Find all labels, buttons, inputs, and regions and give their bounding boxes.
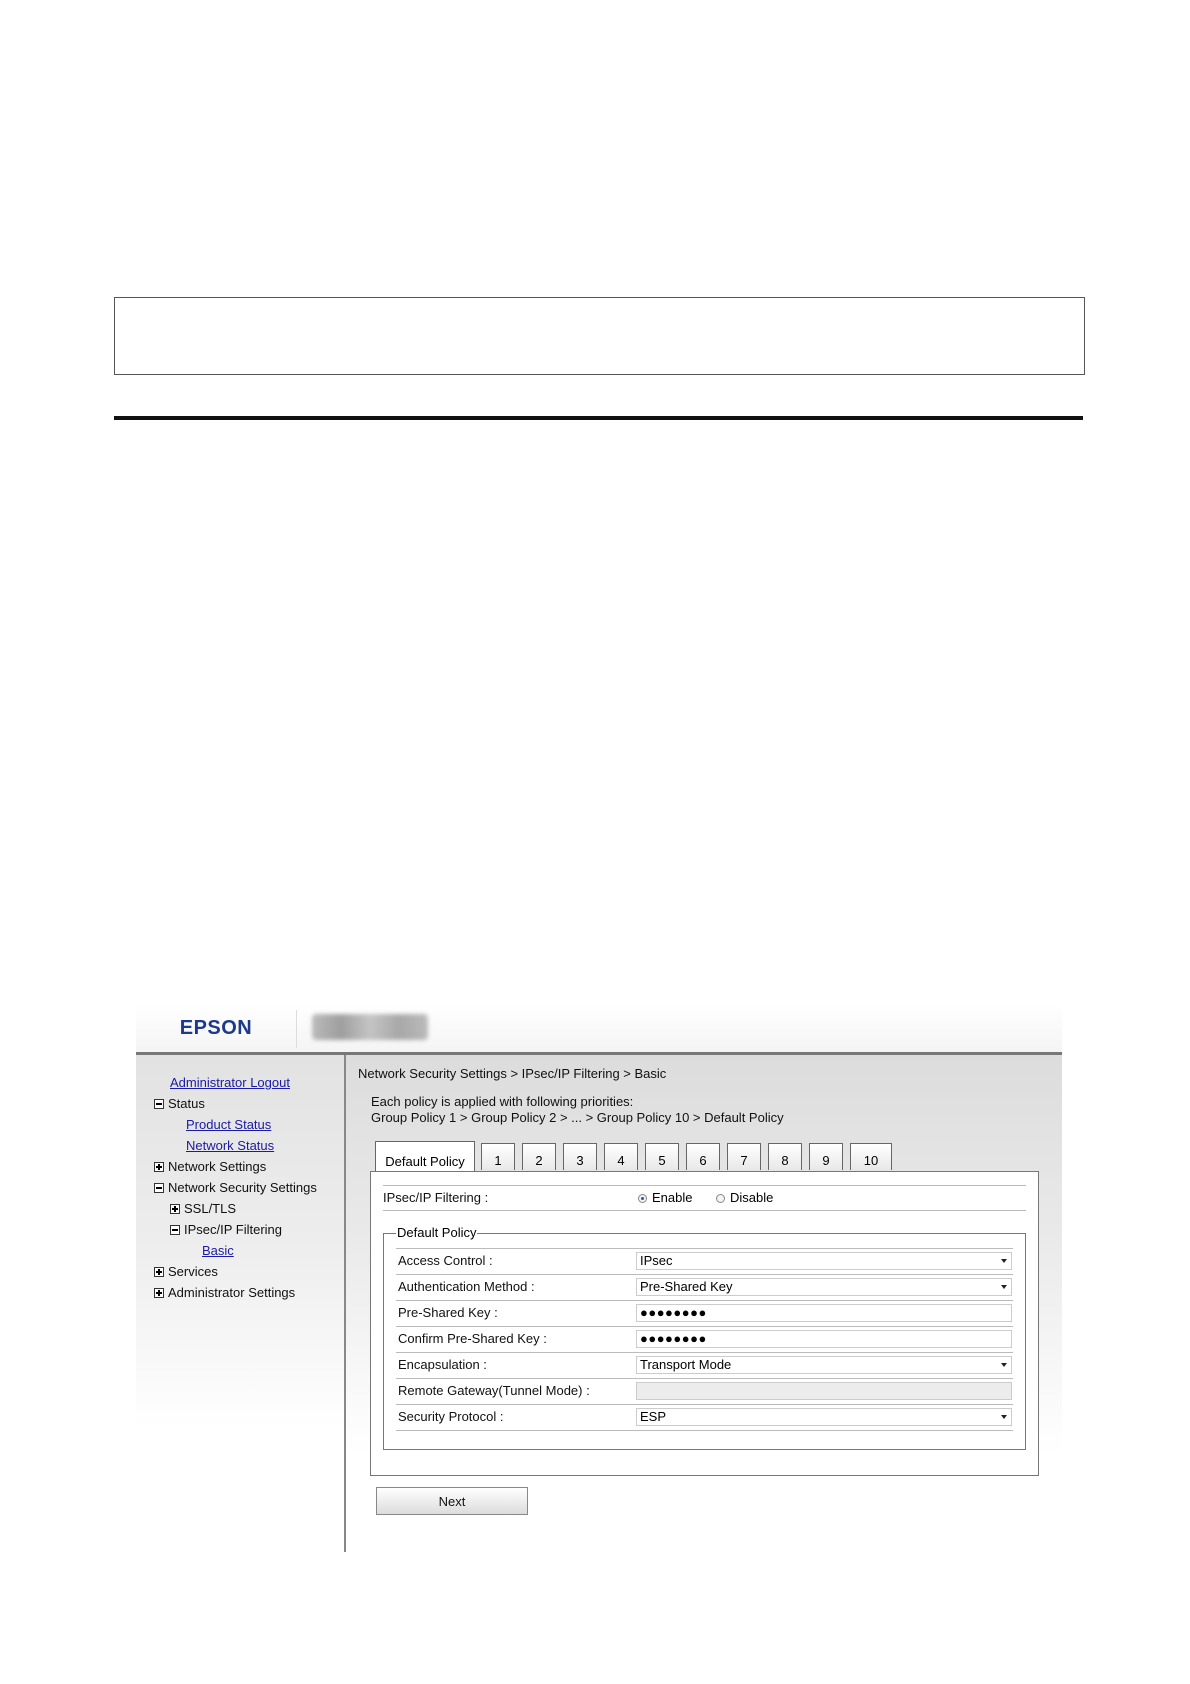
tab-9[interactable]: 9 <box>809 1143 843 1170</box>
row-divider <box>396 1378 1013 1379</box>
app-header <box>136 1004 1062 1052</box>
priority-info-line2: Group Policy 1 > Group Policy 2 > ... > Group Policy 10 > Default Policy <box>371 1110 784 1125</box>
tab-default-policy[interactable]: Default Policy <box>375 1141 475 1171</box>
security-protocol-select[interactable]: ESP <box>636 1408 1012 1426</box>
filtering-enable-radio[interactable]: Enable <box>638 1190 692 1206</box>
header-divider <box>296 1010 297 1048</box>
tab-panel <box>370 1171 1039 1476</box>
psk-label: Pre-Shared Key : <box>398 1305 498 1320</box>
tab-6[interactable]: 6 <box>686 1143 720 1170</box>
row-divider <box>396 1430 1013 1431</box>
tab-3[interactable]: 3 <box>563 1143 597 1170</box>
auth-method-select[interactable]: Pre-Shared Key <box>636 1278 1012 1296</box>
dropdown-arrow-icon <box>1001 1363 1007 1367</box>
priority-info-line1: Each policy is applied with following priorities: <box>371 1094 634 1109</box>
dropdown-arrow-icon <box>1001 1259 1007 1263</box>
row-divider <box>396 1352 1013 1353</box>
tab-8[interactable]: 8 <box>768 1143 802 1170</box>
tab-1[interactable]: 1 <box>481 1143 515 1170</box>
remote-gateway-input <box>636 1382 1012 1400</box>
expand-icon[interactable] <box>154 1267 164 1277</box>
security-protocol-label: Security Protocol : <box>398 1409 504 1424</box>
sidebar-item-ssl-tls[interactable]: SSL/TLS <box>170 1201 236 1217</box>
sidebar-item-administrator-settings[interactable]: Administrator Settings <box>154 1285 295 1301</box>
tab-2[interactable]: 2 <box>522 1143 556 1170</box>
row-divider <box>396 1274 1013 1275</box>
filtering-disable-radio[interactable]: Disable <box>716 1190 773 1206</box>
collapse-icon[interactable] <box>154 1183 164 1193</box>
fieldset-legend: Default Policy <box>397 1225 477 1240</box>
tab-5[interactable]: 5 <box>645 1143 679 1170</box>
encapsulation-label: Encapsulation : <box>398 1357 487 1372</box>
access-control-select[interactable]: IPsec <box>636 1252 1012 1270</box>
note-box <box>114 297 1085 375</box>
row-divider <box>383 1185 1026 1186</box>
sidebar-item-administrator-logout[interactable]: Administrator Logout <box>170 1075 290 1090</box>
sidebar-item-network-security-settings[interactable]: Network Security Settings <box>154 1180 317 1196</box>
collapse-icon[interactable] <box>170 1225 180 1235</box>
expand-icon[interactable] <box>154 1162 164 1172</box>
epson-logo: EPSON <box>179 1016 253 1039</box>
row-divider <box>396 1248 1013 1249</box>
row-divider <box>383 1210 1026 1211</box>
radio-selected-icon[interactable] <box>638 1194 647 1203</box>
sidebar-item-status[interactable]: Status <box>154 1096 205 1112</box>
sidebar <box>136 1055 344 1552</box>
dropdown-arrow-icon <box>1001 1415 1007 1419</box>
next-button[interactable]: Next <box>376 1487 528 1515</box>
sidebar-item-basic[interactable]: Basic <box>202 1243 234 1258</box>
psk-input[interactable]: ●●●●●●●● <box>636 1304 1012 1322</box>
main-content <box>346 1055 1062 1552</box>
confirm-psk-label: Confirm Pre-Shared Key : <box>398 1331 547 1346</box>
blurred-model-name <box>312 1014 428 1040</box>
default-policy-fieldset <box>383 1225 1026 1450</box>
sidebar-item-ipsec-filtering[interactable]: IPsec/IP Filtering <box>170 1222 282 1238</box>
sidebar-item-network-settings[interactable]: Network Settings <box>154 1159 266 1175</box>
web-config-screenshot <box>136 1004 1062 1552</box>
expand-icon[interactable] <box>170 1204 180 1214</box>
dropdown-arrow-icon <box>1001 1285 1007 1289</box>
tab-10[interactable]: 10 <box>850 1143 892 1170</box>
confirm-psk-input[interactable]: ●●●●●●●● <box>636 1330 1012 1348</box>
tab-4[interactable]: 4 <box>604 1143 638 1170</box>
tab-7[interactable]: 7 <box>727 1143 761 1170</box>
ipsec-filtering-label: IPsec/IP Filtering : <box>383 1190 489 1205</box>
auth-method-label: Authentication Method : <box>398 1279 535 1294</box>
sidebar-item-network-status[interactable]: Network Status <box>186 1138 275 1153</box>
access-control-label: Access Control : <box>398 1253 493 1268</box>
sidebar-item-product-status[interactable]: Product Status <box>186 1117 272 1132</box>
radio-unselected-icon[interactable] <box>716 1194 725 1203</box>
remote-gateway-label: Remote Gateway(Tunnel Mode) : <box>398 1383 590 1398</box>
row-divider <box>396 1326 1013 1327</box>
expand-icon[interactable] <box>154 1288 164 1298</box>
collapse-icon[interactable] <box>154 1099 164 1109</box>
sidebar-item-services[interactable]: Services <box>154 1264 218 1280</box>
section-divider <box>114 416 1083 420</box>
encapsulation-select[interactable]: Transport Mode <box>636 1356 1012 1374</box>
row-divider <box>396 1404 1013 1405</box>
breadcrumb: Network Security Settings > IPsec/IP Filtering > Basic <box>358 1066 667 1081</box>
row-divider <box>396 1300 1013 1301</box>
